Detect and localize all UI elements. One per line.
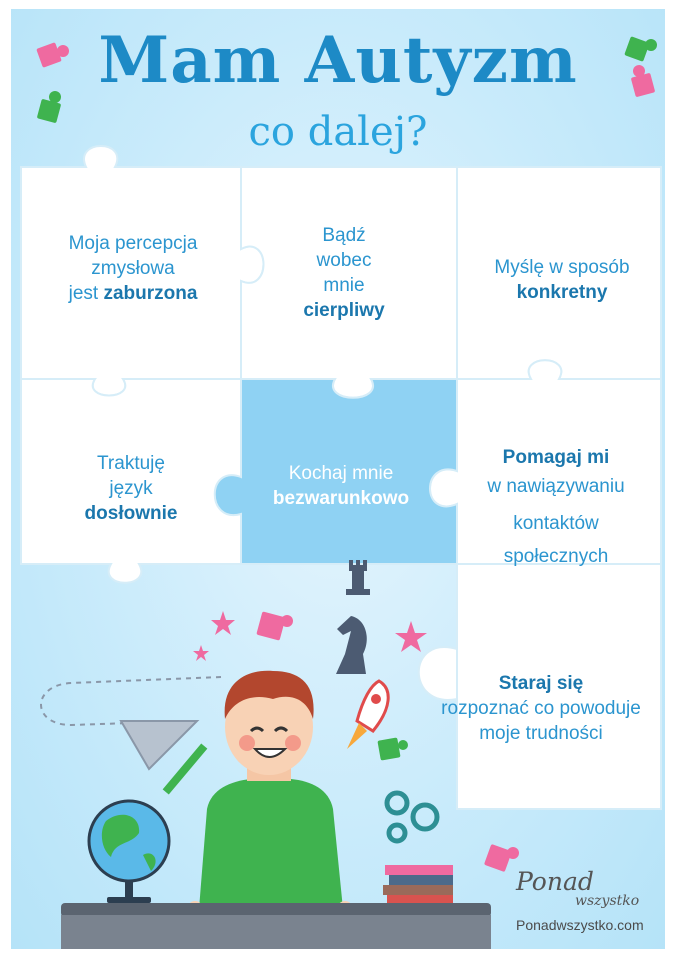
rocket-icon — [347, 681, 388, 749]
piece-2-line-2: wobec — [316, 250, 372, 271]
piece-7-bold: Staraj się — [498, 673, 584, 694]
brand-logo-script: Ponad — [516, 867, 594, 896]
piece-7-line-1: rozpoznać co powoduje — [441, 698, 641, 719]
piece-3-line-1: Myślę w sposób — [494, 257, 630, 278]
star-icon — [193, 645, 209, 661]
piece-text-7 — [421, 671, 661, 746]
piece-2-bold: cierpliwy — [303, 300, 385, 321]
piece-text-2 — [279, 223, 409, 323]
piece-text-3 — [467, 255, 657, 305]
piece-6-line-2: kontaktów — [513, 513, 599, 534]
chess-knight-icon — [336, 616, 367, 674]
pencil-icon — [163, 743, 208, 794]
poster — [11, 9, 665, 949]
puzzle-icon — [256, 611, 293, 640]
paper-plane-icon — [121, 721, 197, 769]
page-subtitle: co dalej? — [248, 109, 428, 155]
piece-1-line-2: zmysłowa — [91, 258, 175, 279]
piece-text-5 — [241, 461, 441, 511]
piece-1-line-1: Moja percepcja — [68, 233, 198, 254]
star-icon — [395, 621, 427, 652]
chess-rook-icon — [346, 560, 370, 595]
piece-6-bold: Pomagaj mi — [502, 447, 610, 468]
piece-2-line-3: mnie — [323, 275, 365, 296]
piece-7-line-2: moje trudności — [479, 723, 603, 744]
books-icon — [383, 865, 453, 903]
piece-1-line-3 — [33, 281, 233, 306]
piece-6-line-1: w nawiązywaniu — [487, 476, 625, 497]
brand-url[interactable]: Ponadwszystko.com — [516, 917, 644, 933]
star-icon — [211, 611, 235, 635]
boy-illustration — [187, 671, 353, 917]
piece-5-bold: bezwarunkowo — [272, 488, 410, 509]
puzzle-icon — [377, 737, 408, 760]
piece-text-6 — [461, 445, 651, 569]
dashed-trail — [41, 677, 221, 725]
piece-4-line-1: Traktuję — [97, 453, 165, 474]
desk — [61, 903, 491, 917]
brand-logo-script-2: wszystko — [575, 893, 640, 909]
piece-4-bold: dosłownie — [84, 503, 178, 524]
piece-5-line-1: Kochaj mnie — [288, 463, 394, 484]
piece-text-4 — [51, 451, 211, 526]
gears-icon — [387, 793, 437, 841]
globe-icon — [89, 801, 169, 903]
piece-4-line-2: język — [109, 478, 153, 499]
piece-1-bold: zaburzona — [103, 283, 198, 304]
page-title: Mam Autyzm — [98, 23, 578, 98]
puzzle-icon — [484, 844, 519, 872]
piece-1-text: jest — [68, 283, 104, 304]
piece-text-1 — [33, 231, 233, 306]
piece-2-line-1: Bądź — [322, 225, 366, 246]
piece-3-bold: konkretny — [516, 282, 608, 303]
piece-6-line-3: społecznych — [503, 546, 609, 567]
